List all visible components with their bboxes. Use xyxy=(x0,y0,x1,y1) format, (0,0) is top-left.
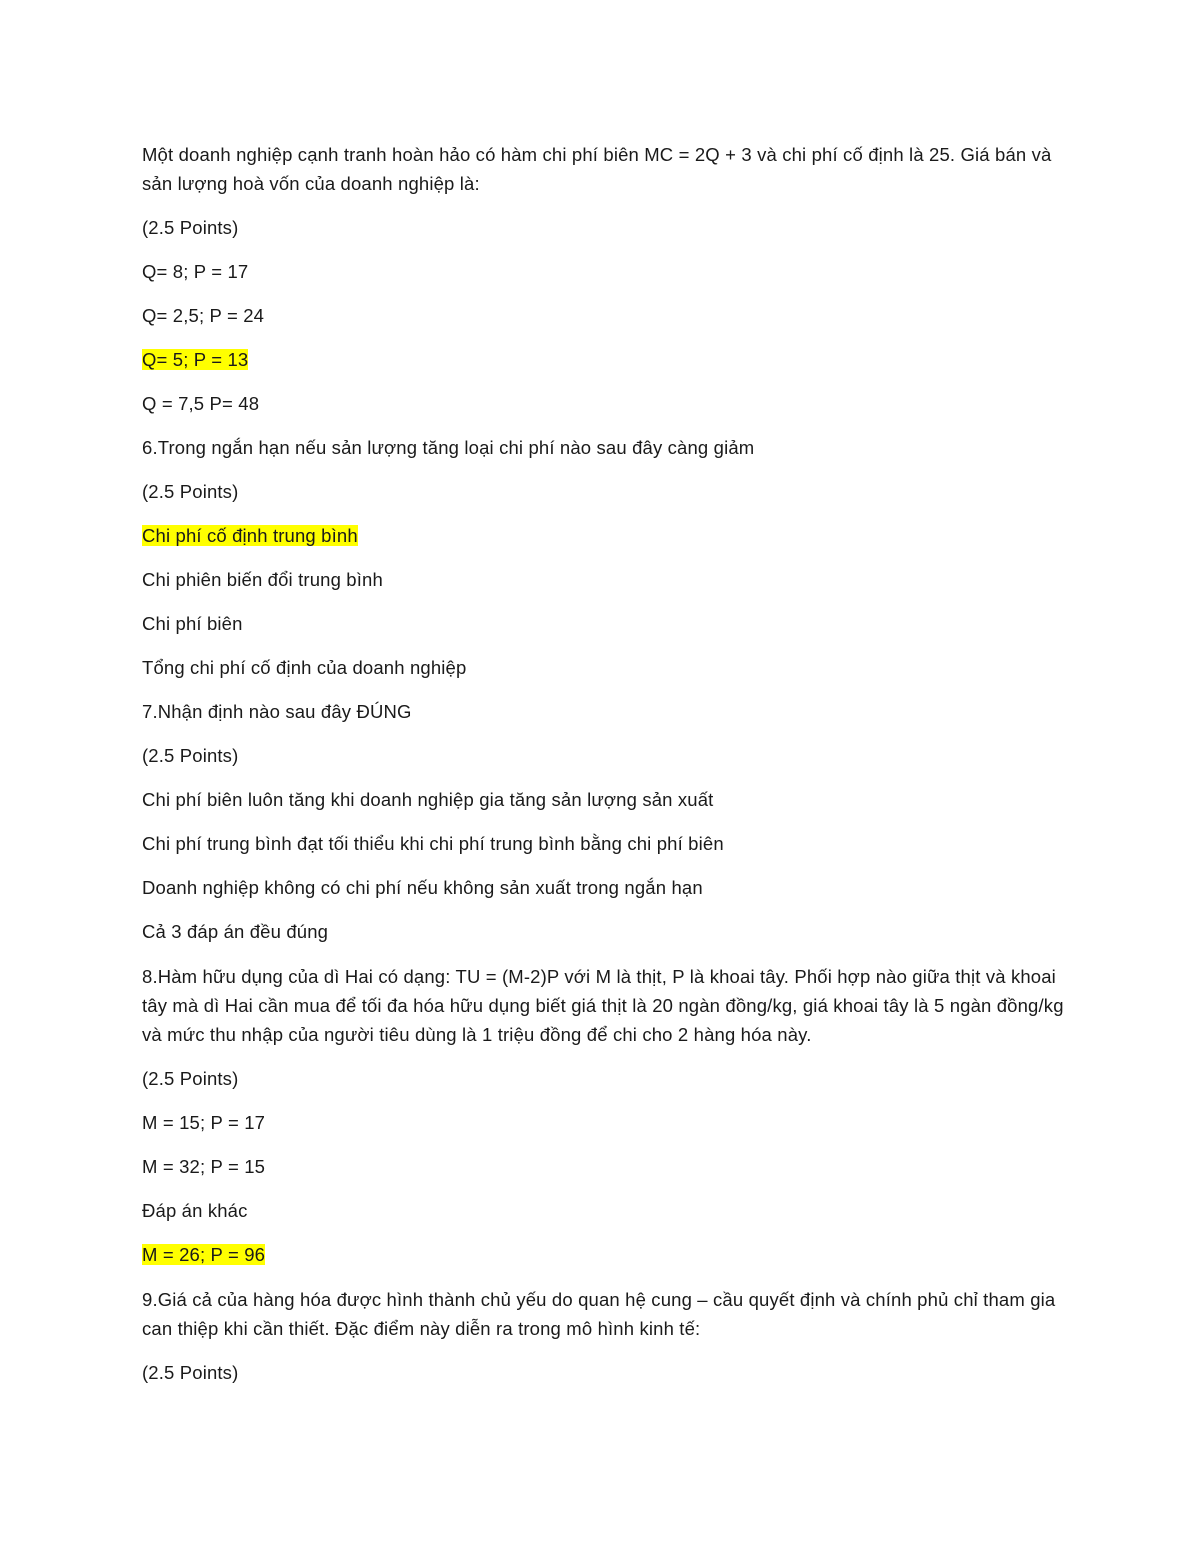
question-6-option-1 xyxy=(142,522,1070,550)
question-7-points: (2.5 Points) xyxy=(142,745,239,766)
question-9-text: 9.Giá cả của hàng hóa được hình thành chủ yếu do quan hệ cung – cầu quyết định và chính phủ chỉ tham gia can thiệp khi cần thiết. Đặc điểm này diễn ra trong mô hình kinh tế: xyxy=(142,1289,1056,1339)
question-5-points: (2.5 Points) xyxy=(142,217,239,238)
question-5-option-2: Q= 2,5; P = 24 xyxy=(142,305,265,326)
highlighted-answer: Q= 5; P = 13 xyxy=(142,349,249,370)
question-9-points: (2.5 Points) xyxy=(142,1362,239,1383)
question-6-points: (2.5 Points) xyxy=(142,481,239,502)
question-7-option-3: Doanh nghiệp không có chi phí nếu không sản xuất trong ngắn hạn xyxy=(142,877,703,898)
question-8-option-1: M = 15; P = 17 xyxy=(142,1112,266,1133)
question-8-option-3: Đáp án khác xyxy=(142,1200,248,1221)
question-8-points: (2.5 Points) xyxy=(142,1068,239,1089)
question-7-option-4: Cả 3 đáp án đều đúng xyxy=(142,921,329,942)
question-8-option-2: M = 32; P = 15 xyxy=(142,1156,266,1177)
question-6-option-4: Tổng chi phí cố định của doanh nghiệp xyxy=(142,657,467,678)
question-7-text: 7.Nhận định nào sau đây ĐÚNG xyxy=(142,701,412,722)
question-7-option-2: Chi phí trung bình đạt tối thiểu khi chi phí trung bình bằng chi phí biên xyxy=(142,833,724,854)
question-6-option-3: Chi phí biên xyxy=(142,613,243,634)
question-5-option-3 xyxy=(142,346,1070,374)
highlighted-answer: Chi phí cố định trung bình xyxy=(142,525,358,546)
question-8-option-4 xyxy=(142,1241,1070,1269)
highlighted-answer: M = 26; P = 96 xyxy=(142,1244,266,1265)
question-6-text: 6.Trong ngắn hạn nếu sản lượng tăng loại chi phí nào sau đây càng giảm xyxy=(142,437,755,458)
question-5-text: Một doanh nghiệp cạnh tranh hoàn hảo có hàm chi phí biên MC = 2Q + 3 và chi phí cố định là 25. Giá bán và sản lượng hoà vốn của doanh nghiệp là: xyxy=(142,144,1052,194)
question-8-text: 8.Hàm hữu dụng của dì Hai có dạng: TU = (M-2)P với M là thịt, P là khoai tây. Phối hợp nào giữa thịt và khoai tây mà dì Hai cần mua để tối đa hóa hữu dụng biết giá thịt là 20 ngàn đồng/kg, giá khoai tây là 5 ngàn đồng/kg và mức thu nhập của người tiêu dùng là 1 triệu đồng để chi cho 2 hàng hóa này. xyxy=(142,966,1064,1045)
question-6-option-2: Chi phiên biến đổi trung bình xyxy=(142,569,383,590)
question-7-option-1: Chi phí biên luôn tăng khi doanh nghiệp gia tăng sản lượng sản xuất xyxy=(142,789,714,810)
question-5-option-4: Q = 7,5 P= 48 xyxy=(142,393,260,414)
question-5-option-1: Q= 8; P = 17 xyxy=(142,261,249,282)
